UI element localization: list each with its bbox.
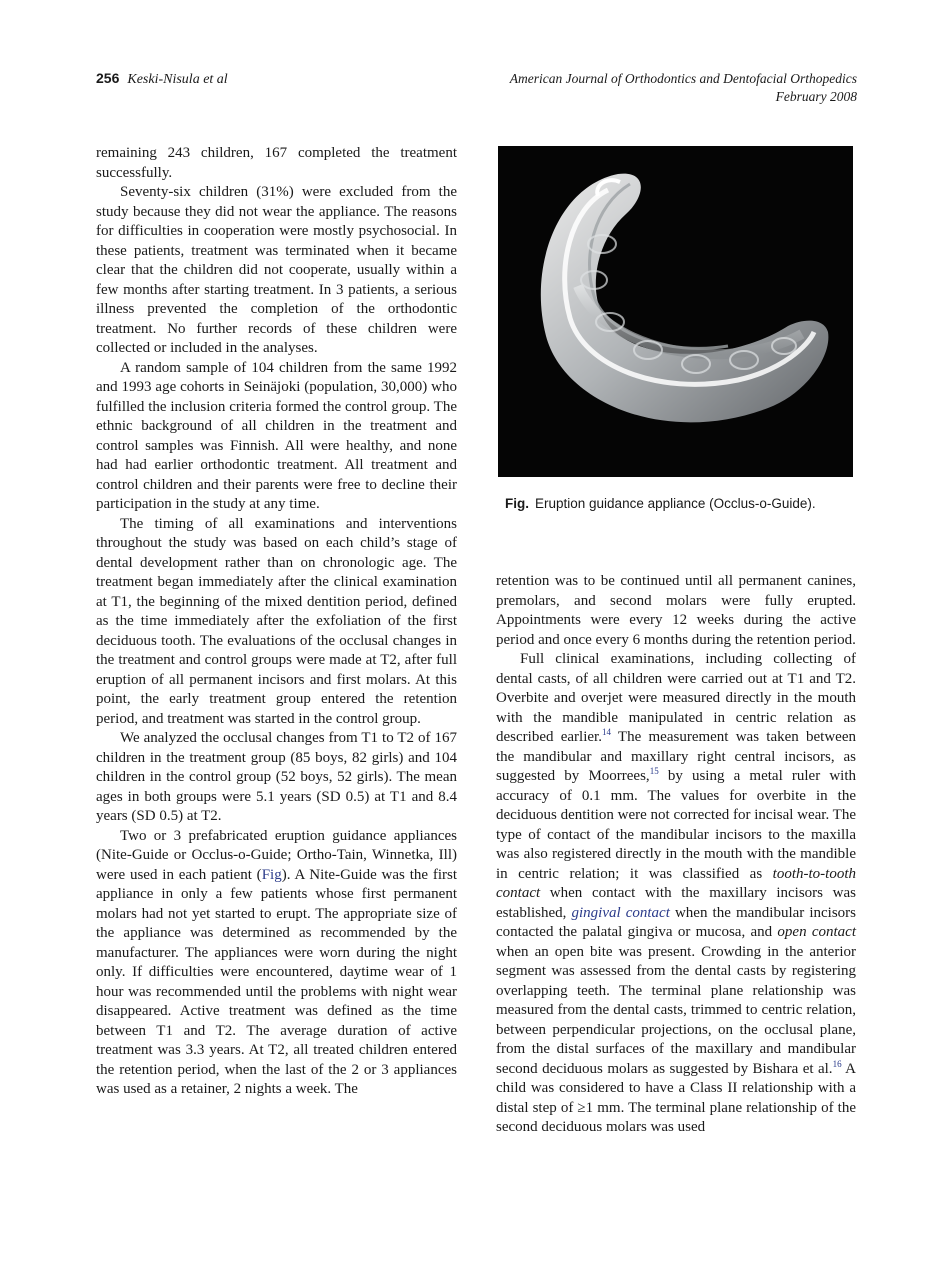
text-run: Full clinical examinations, including collecting of dental casts, of all children were carried out at T1 and T2. Overbite and overjet were measured directly in the mouth with the mandible manipulated in centric relation as described earlier.: [496, 651, 856, 745]
issue-date: February 2008: [775, 89, 857, 104]
term: gingival contact: [571, 904, 670, 921]
reference-link[interactable]: 16: [832, 1058, 842, 1069]
running-authors: Keski-Nisula et al: [127, 72, 228, 87]
reference-link[interactable]: 15: [649, 766, 659, 776]
running-header-left: [96, 70, 228, 88]
paragraph: A random sample of 104 children from the same 1992 and 1993 age cohorts in Seinäjoki (population, 30,000) who fulfilled the inclusion criteria formed the control group. The ethnic background of all children in the treatment and control samples was Finnish. All were healthy, and none had had earlier orthodontic treatment. All treatment and control children and their parents were free to decline their participation in the study at any time.: [96, 359, 457, 512]
appliance-illustration: [498, 146, 853, 477]
page-number: 256: [96, 70, 120, 86]
paragraph: Seventy-six children (31%) were excluded from the study because they did not wear the appliance. The reasons for difficulties in cooperation were mostly psychosocial. In these patients, treatment was terminated when it became clear that the children did not cooperate, usually within a few months after starting treatment. In 3 patients, a serious illness prevented the completion of the orthodontic treatment. No further records of these children were collected or included in the analyses.: [96, 184, 457, 356]
paragraph: The timing of all examinations and interventions throughout the study was based on each child’s stage of dental development rather than on chronologic age. The treatment began immediately after the clinical examination at T1, the beginning of the mixed dentition period, defined as the time immediately after the exfoliation of the first deciduous tooth. The evaluations of the occlusal changes in the treatment and control groups were made at T2, after full eruption of all permanent incisors and first molars. At this point, the early treatment group entered the retention period, and treatment was started in the control group.: [96, 515, 457, 727]
running-header-right: [510, 70, 857, 106]
text-run: The measurement was taken between the mandibular and maxillary right central incisors, as suggested by Moorrees,: [496, 729, 856, 784]
paragraph: [496, 650, 856, 1138]
right-column: [496, 572, 856, 1138]
reference-link[interactable]: 14: [601, 727, 611, 737]
text-run: A child was considered to have a Class II relationship with a distal step of ≥1 mm. The terminal plane relationship of the second deciduous molars was used: [496, 1060, 856, 1135]
text-run: when the mandibular incisors contacted the palatal gingiva or mucosa, and: [496, 904, 857, 940]
caption-text: Eruption guidance appliance (Occlus-o-Guide).: [535, 496, 816, 511]
term: tooth-to-tooth contact: [496, 865, 856, 901]
figure-link[interactable]: Fig: [261, 866, 282, 883]
figure-appliance-photo: [498, 146, 853, 477]
text-run: when an open bite was present. Crowding in the anterior segment was assessed from the dental casts by registering overlapping teeth. The terminal plane relationship was measured from the dental casts, trimmed to centric relation, between perpendicular projections, on the occlusal plane, from the distal surfaces of the maxillary and mandibular second deciduous molars as suggested by Bishara et al.: [496, 943, 856, 1077]
figure-caption: [505, 496, 855, 511]
paragraph: remaining 243 children, 167 completed the treatment successfully.: [96, 145, 457, 181]
left-column: [96, 144, 457, 1100]
term: open contact: [777, 924, 857, 940]
text-run: Two or 3 prefabricated eruption guidance appliances (Nite-Guide or Occlus-o-Guide; Ortho-Tain, Winnetka, Ill) were used in each patient (: [96, 827, 457, 883]
figure-label: Fig.: [505, 496, 529, 511]
journal-title: American Journal of Orthodontics and Dentofacial Orthopedics: [509, 71, 857, 86]
text-run: when contact with the maxillary incisors was established,: [496, 885, 856, 921]
paragraph: We analyzed the occlusal changes from T1 to T2 of 167 children in the treatment group (85 boys, 82 girls) and 104 children in the control group (52 boys, 52 girls). The mean ages in both groups were 5.1 years (SD 0.5) at T1 and 8.4 years (SD 0.5) at T2.: [96, 730, 457, 824]
text-run: ). A Nite-Guide was the first appliance in only a few patients whose first permanent molars had not yet started to erupt. The appropriate size of the appliance was determined as recommended by the manufacturer. The appliances were worn during the night only. If difficulties were encountered, daytime wear of 1 hour was recommended until the problems with night wear disappeared. Active treatment was defined as the time between T1 and T2. The average duration of active treatment was 3.3 years. At T2, all treated children entered the retention period, when the last of the 2 or 3 appliances was used as a retainer, 2 nights a week. The: [96, 866, 458, 1097]
paragraph: [96, 827, 457, 1100]
paragraph: retention was to be continued until all permanent canines, premolars, and second molars were fully erupted. Appointments were every 12 weeks during the active period and once every 6 months during the retention period.: [496, 573, 856, 648]
text-run: by using a metal ruler with accuracy of 0.1 mm. The values for overbite in the deciduous dentition were not corrected for incisal wear. The type of contact of the mandibular incisors to the maxilla was also registered directly in the mouth with the mandible in centric relation; it was classified as: [496, 768, 857, 882]
